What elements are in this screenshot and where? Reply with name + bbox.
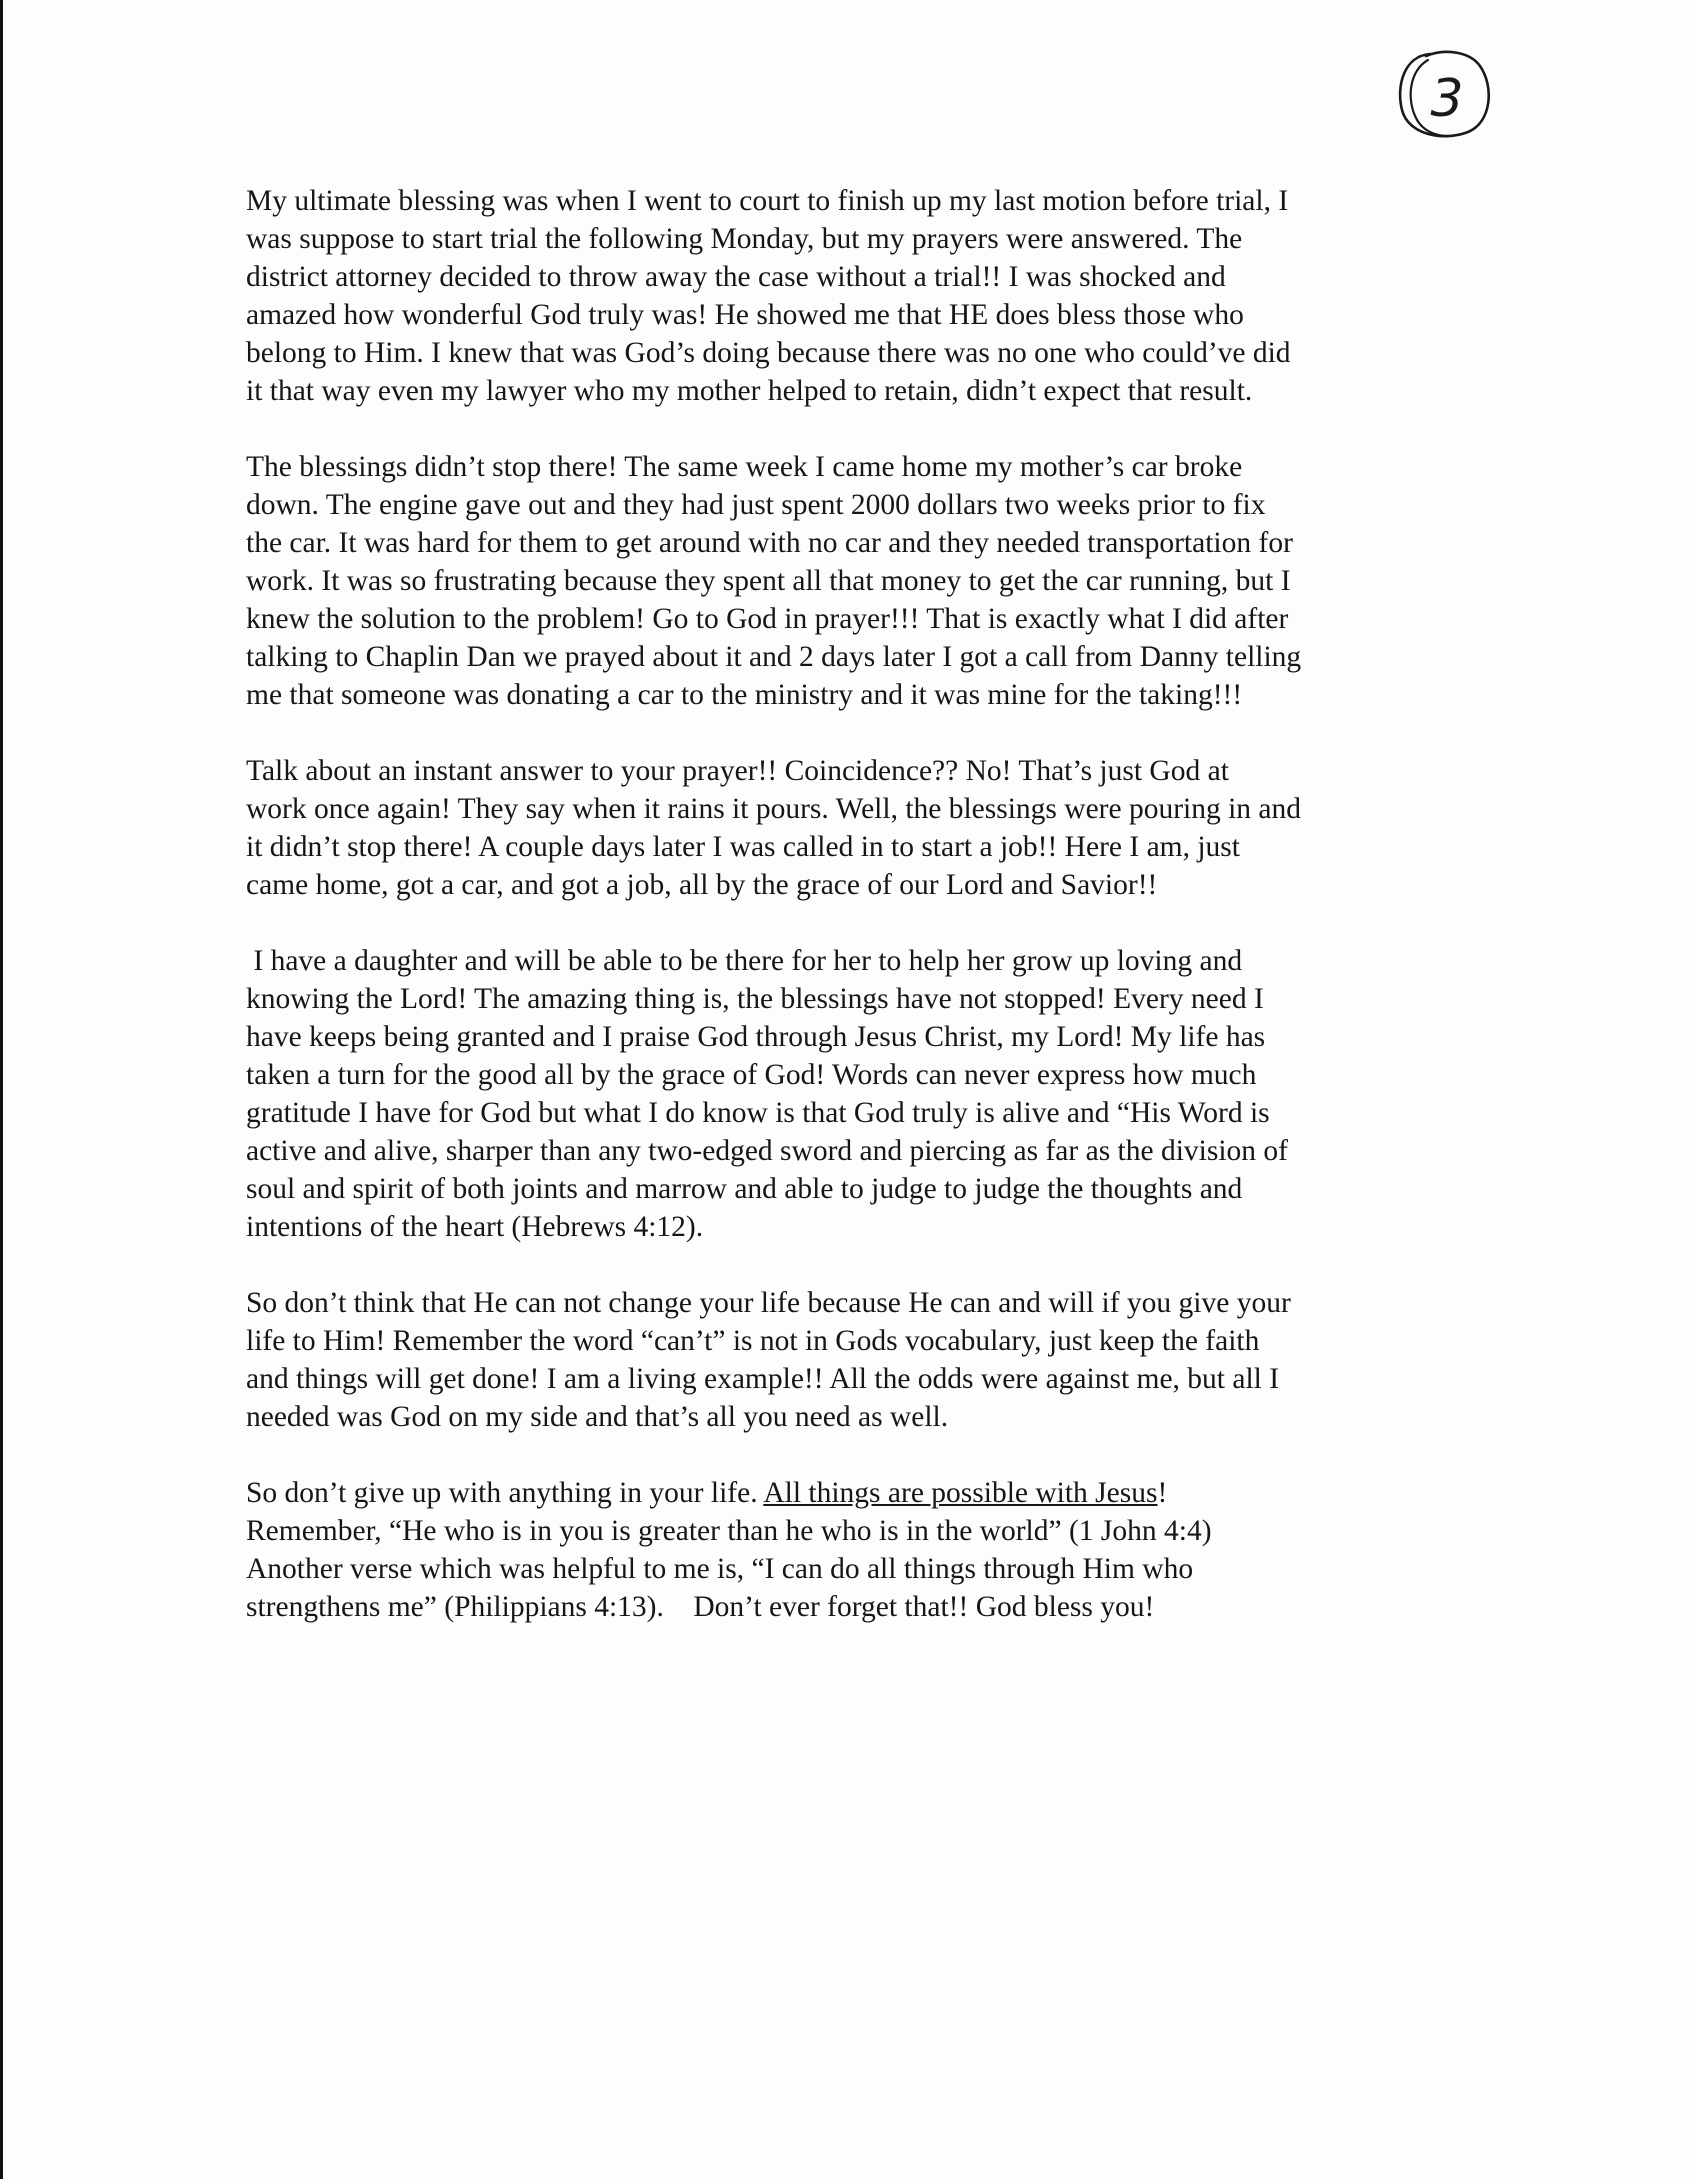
text-line: gratitude I have for God but what I do know is that God truly is alive and “His Word is — [246, 1097, 1270, 1129]
text-line: talking to Chaplin Dan we prayed about it and 2 days later I got a call from Danny telling — [246, 641, 1302, 673]
text-line: was suppose to start trial the following Monday, but my prayers were answered. The — [246, 223, 1243, 255]
text-line: Talk about an instant answer to your prayer!! Coincidence?? No! That’s just God at — [246, 755, 1229, 787]
paragraph-2 — [246, 448, 1461, 714]
text-line: have keeps being granted and I praise God through Jesus Christ, my Lord! My life has — [246, 1021, 1266, 1053]
text-line: district attorney decided to throw away the case without a trial!! I was shocked and — [246, 261, 1226, 293]
text-line: So don’t think that He can not change your life because He can and will if you give your — [246, 1287, 1291, 1319]
text-line-with-underline — [246, 1474, 1461, 1512]
text-line: it that way even my lawyer who my mother helped to retain, didn’t expect that result. — [246, 375, 1253, 407]
paragraph-1 — [246, 182, 1461, 410]
text-line: down. The engine gave out and they had just spent 2000 dollars two weeks prior to fix — [246, 489, 1266, 521]
page-number-mark — [1390, 46, 1500, 146]
text-line: active and alive, sharper than any two-edged sword and piercing as far as the division of — [246, 1135, 1288, 1167]
underlined-phrase: All things are possible with Jesus — [763, 1477, 1158, 1509]
text-line: belong to Him. I knew that was God’s doing because there was no one who could’ve did — [246, 337, 1291, 369]
text-line: taken a turn for the good all by the grace of God! Words can never express how much — [246, 1059, 1257, 1091]
paragraph-4 — [246, 942, 1461, 1246]
text-line: knew the solution to the problem! Go to God in prayer!!! That is exactly what I did after — [246, 603, 1289, 635]
text-line: My ultimate blessing was when I went to court to finish up my last motion before trial, I — [246, 185, 1289, 217]
text-line: life to Him! Remember the word “can’t” is not in Gods vocabulary, just keep the faith — [246, 1325, 1260, 1357]
text-line: knowing the Lord! The amazing thing is, the blessings have not stopped! Every need I — [246, 983, 1264, 1015]
text-line: Remember, “He who is in you is greater than he who is in the world” (1 John 4:4) — [246, 1515, 1212, 1547]
paragraph-6 — [246, 1474, 1461, 1626]
scan-edge — [0, 0, 3, 2179]
text-line: work. It was so frustrating because they spent all that money to get the car running, but I — [246, 565, 1291, 597]
text-line: intentions of the heart (Hebrews 4:12). — [246, 1211, 704, 1243]
text-line: The blessings didn’t stop there! The same week I came home my mother’s car broke — [246, 451, 1243, 483]
text-line: me that someone was donating a car to the ministry and it was mine for the taking!!! — [246, 679, 1243, 711]
text-line: it didn’t stop there! A couple days later I was called in to start a job!! Here I am, just — [246, 831, 1240, 863]
text-line: Another verse which was helpful to me is, “I can do all things through Him who — [246, 1553, 1194, 1585]
text-line: came home, got a car, and got a job, all by the grace of our Lord and Savior!! — [246, 869, 1158, 901]
letter-body — [246, 182, 1461, 1664]
text-line: soul and spirit of both joints and marrow and able to judge to judge the thoughts and — [246, 1173, 1243, 1205]
text-line: and things will get done! I am a living example!! All the odds were against me, but all I — [246, 1363, 1280, 1395]
paragraph-5 — [246, 1284, 1461, 1436]
paragraph-3 — [246, 752, 1461, 904]
text-line: amazed how wonderful God truly was! He showed me that HE does bless those who — [246, 299, 1244, 331]
handwritten-circle — [1390, 46, 1500, 146]
text-segment: So don’t give up with anything in your life. — [246, 1477, 764, 1509]
text-line: the car. It was hard for them to get around with no car and they needed transportation for — [246, 527, 1293, 559]
page-number-text: 3 — [1430, 69, 1464, 129]
text-segment: ! — [1157, 1477, 1168, 1509]
text-line: work once again! They say when it rains it pours. Well, the blessings were pouring in and — [246, 793, 1302, 825]
text-line: I have a daughter and will be able to be there for her to help her grow up loving and — [246, 945, 1243, 977]
text-line: needed was God on my side and that’s all you need as well. — [246, 1401, 949, 1433]
text-line: strengthens me” (Philippians 4:13). Don’t ever forget that!! God bless you! — [246, 1591, 1155, 1623]
